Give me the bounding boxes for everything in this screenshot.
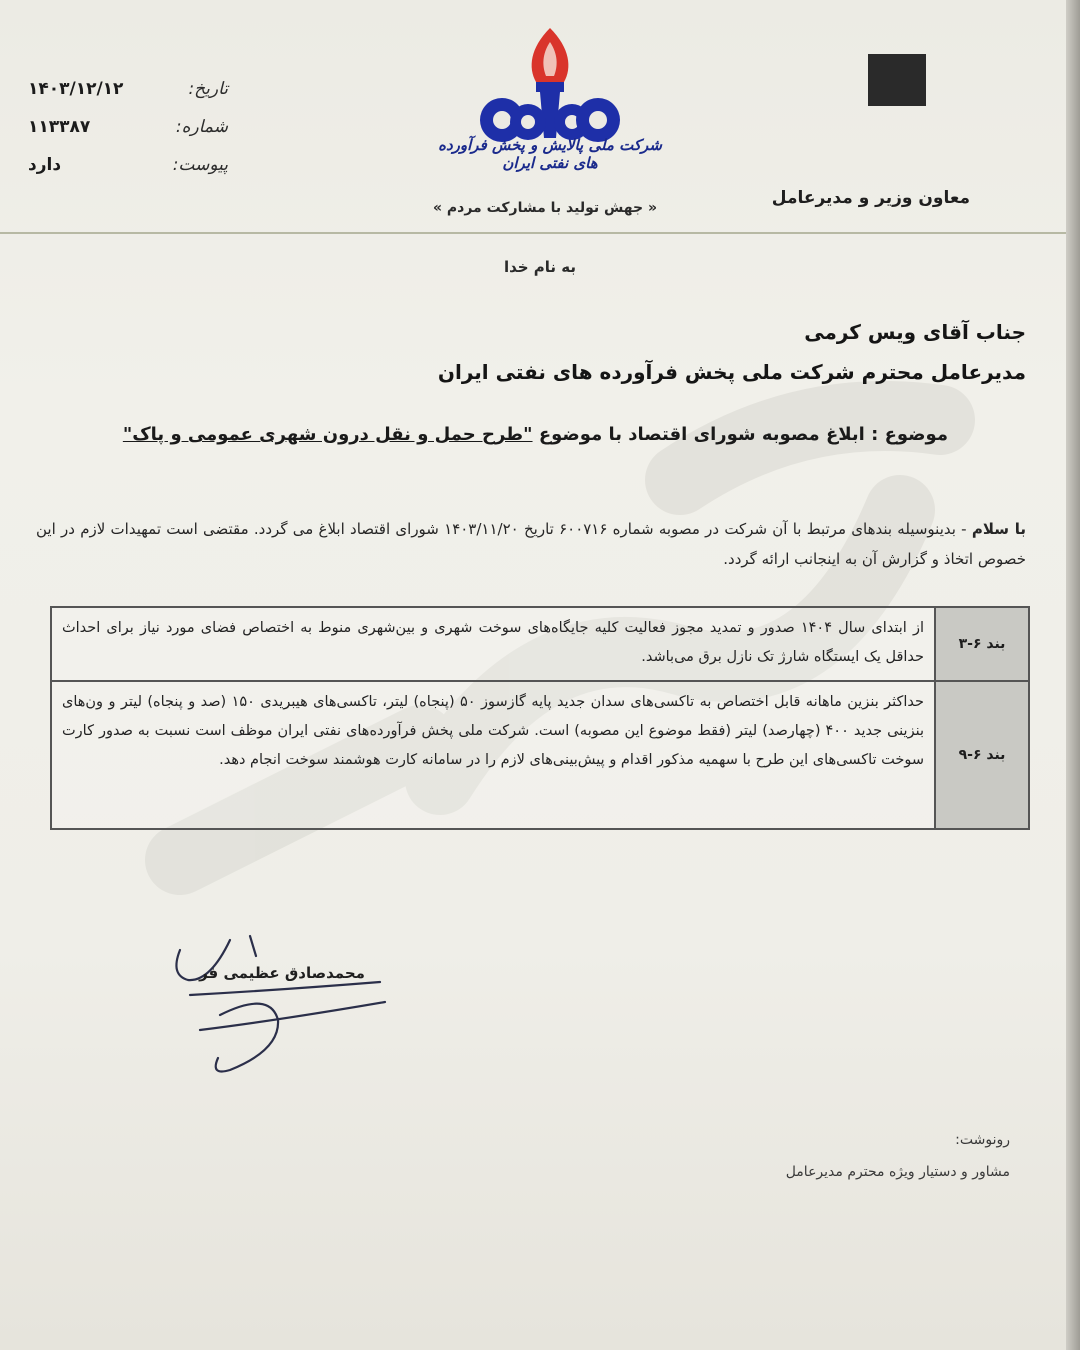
clause-text: حداکثر بنزین ماهانه قابل اختصاص به تاکسی‌های سدان جدید پایه گازسوز ۵۰ (پنجاه) لیتر، تاکسی‌های هیبریدی ۱۵۰ (صد و پنجاه) لیتر و ون‌های بنزینی جدید ۴۰۰ (چهارصد) لیتر (فقط موضوع این مصوبه) است. شرکت ملی پخش فرآورده‌های نفتی ایران موظف است نسبت به صدور کارت سوخت تاکسی‌های این طرح با سهمیه مذکور اقدام و پیش‌بینی‌های لازم را در سامانه کارت هوشمند سوخت انجام دهد.: [62, 694, 924, 768]
clause-label: بند ۶-۹: [934, 682, 1028, 828]
addressee: [438, 312, 1026, 392]
attachment-value: دارد: [28, 155, 62, 175]
date-label: تاریخ:: [188, 79, 228, 99]
addressee-position: مدیرعامل محترم شرکت ملی پخش فرآورده های نفتی ایران: [437, 360, 1026, 384]
subject: [123, 424, 948, 445]
company-name: شرکت ملی پالایش و پخش فرآورده های نفتی ایران: [438, 136, 662, 172]
handwritten-signature: [160, 920, 420, 1080]
clause-row: [52, 608, 1028, 682]
date-value: ۱۴۰۳/۱۲/۱۲: [28, 79, 124, 99]
clause-text: از ابتدای سال ۱۴۰۴ صدور و تمدید مجوز فعالیت کلیه جایگاه‌های سوخت شهری و بین‌شهری منوط به اختصاص فضای مورد نیاز برای احداث حداقل یک ایستگاه شارژ تک نازل برق می‌باشد.: [62, 620, 924, 665]
redacted-box: [868, 54, 926, 106]
page-edge: [1066, 0, 1080, 1350]
basmala: به نام خدا: [503, 258, 577, 276]
number-value: ۱۱۳۳۸۷: [28, 117, 91, 137]
sender-title: معاون وزیر و مدیرعامل: [771, 188, 970, 208]
clause-label: بند ۶-۳: [934, 608, 1028, 680]
body-paragraph: [36, 514, 1026, 574]
clauses-table: [50, 606, 1030, 830]
letter-meta: [28, 70, 228, 184]
signer-name: محمدصادق عظیمی فر: [199, 964, 365, 982]
cc-label: رونوشت:: [955, 1132, 1010, 1148]
cc-recipient: مشاور و دستیار ویژه محترم مدیرعامل: [785, 1164, 1010, 1180]
attachment-row: [28, 146, 228, 184]
addressee-name: جناب آقای ویس کرمی: [804, 320, 1026, 344]
number-row: [28, 108, 228, 146]
date-row: [28, 70, 228, 108]
slogan: « جهش تولید با مشارکت مردم »: [432, 200, 658, 216]
greeting: با سلام: [971, 520, 1026, 538]
attachment-label: پیوست:: [172, 155, 228, 175]
cc-block: [786, 1124, 1010, 1188]
header-divider: [0, 232, 1066, 234]
number-label: شماره:: [175, 117, 228, 137]
clause-row: [52, 682, 1028, 828]
subject-prefix: موضوع : ابلاغ مصوبه شورای اقتصاد با موضوع: [538, 424, 948, 445]
body-text: - بدینوسیله بندهای مرتبط با آن شرکت در مصوبه شماره ۶۰۰۷۱۶ تاریخ ۱۴۰۳/۱۱/۲۰ شورای اقتصاد ابلاغ می گردد. مقتضی است تمهیدات لازم در این خصوص اتخاذ و گزارش آن به اینجانب ارائه گردد.: [36, 520, 1026, 568]
subject-title: "طرح حمل و نقل درون شهری عمومی و پاک": [122, 424, 533, 445]
